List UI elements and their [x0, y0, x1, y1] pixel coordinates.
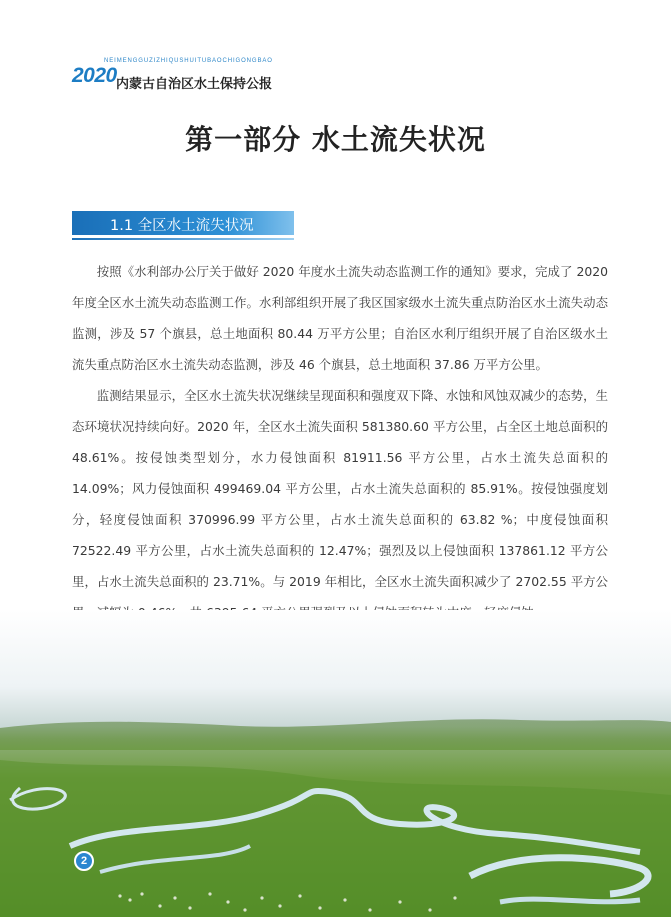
paragraph: 监测结果显示，全区水土流失状况继续呈现面积和强度双下降、水蚀和风蚀双减少的态势，生态环境状况持续向好。2020 年，全区水土流失面积 581380.60 平方公里，占全区土地总面积的 48.61%。按侵蚀类型划分，水力侵蚀面积 81911.56 平方公里，占水土流失总面积的 14.09%；风力侵蚀面积 499469.04 平方公里，占水土流失总面积的 85.91%。按侵蚀强度划分，轻度侵蚀面积 370996.99 平方公里，占水土流失总面积的 63.82 %；中度侵蚀面积 72522.49 平方公里，占水土流失总面积的 12.47%；强烈及以上侵蚀面积 137861.12 平方公里，占水土流失总面积的 23.71%。与 2019 年相比，全区水土流失面积减少了 2702.55 平方公 — [72, 388, 608, 589]
header-year: 2020 — [72, 64, 117, 87]
section-heading-bar — [72, 211, 294, 235]
paragraph: 按照《水利部办公厅关于做好 2020 年度水土流失动态监测工作的通知》要求，完成了 2020 年度全区水土流失动态监测工作。水利部组织开展了我区国家级水土流失重点防治区水土流失动态监测，涉及 57 个旗县，总土地面积 80.44 万平方公里；自治区水利厅组织开展了自治区级水土流失重点防治区水土流失动态监测，涉及 46 个旗县，总土地面积 37.86 万平方公里。 — [72, 264, 608, 372]
grassland-river-image — [0, 610, 671, 917]
body-text — [72, 256, 608, 628]
header-pinyin: NEIMENGGUZIZHIQUSHUITUBAOCHIGONGBAO — [104, 58, 273, 64]
section-heading: 1.1 全区水土流失状况 — [110, 218, 254, 234]
page-title: 第一部分 水土流失状况 — [185, 123, 486, 156]
page-number-badge: 2 — [74, 851, 94, 871]
header-report-name: 内蒙古自治区水土保持公报 — [116, 77, 273, 92]
